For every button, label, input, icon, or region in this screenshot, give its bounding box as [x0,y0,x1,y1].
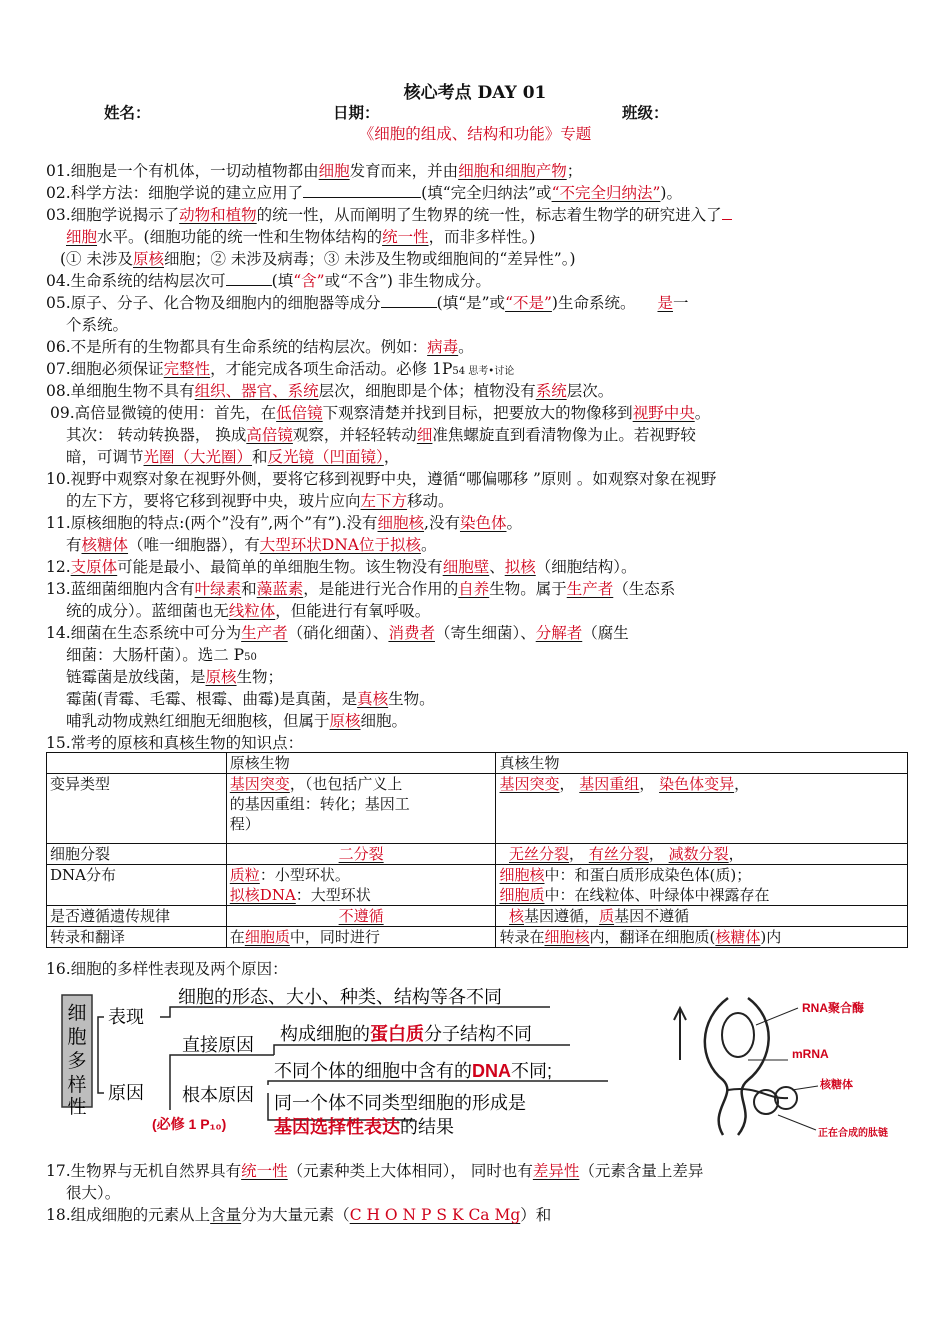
diagram-root-char: 细 [67,1003,87,1024]
question-list-tail: 17.生物界与无机自然界具有统一性（元素种类上大体相同）， 同时也有差异性（元素含量上差异 很大）。 18.组成细胞的元素从上含量分为大量元素（C H O N P S K Ca Mg）和 [46,1160,906,1226]
table-row: 细胞分裂 二分裂 无丝分裂， 有丝分裂， 减数分裂， [47,844,908,865]
transcription-translation-figure [668,990,908,1140]
question-03: 03.细胞学说揭示了动物和植物的统一性，从而阐明了生物界的统一性，标志着生物学的研究进入了 [46,204,906,226]
table-header-row [47,753,908,774]
question-06: 06.不是所有的生物都具有生命系统的结构层次。例如：病毒。 [46,338,474,356]
svg-text:构成细胞的蛋白质分子结构不同: 构成细胞的蛋白质分子结构不同 [280,1024,532,1044]
table-row: 转录和翻译 在细胞质中，同时进行 转录在细胞核内，翻译在细胞质(核糖体)内 [47,927,908,948]
svg-text:样: 样 [67,1075,87,1096]
svg-text:正在合成的肽链: 正在合成的肽链 [818,1128,888,1139]
svg-text:基因选择性表达的结果: 基因选择性表达的结果 [274,1117,454,1135]
diagram-root-cause: 根本原因 [182,1085,254,1105]
question-02: 02.科学方法：细胞学说的建立应用了 (填“完全归纳法”或“不完全归纳法”)。 [46,184,682,202]
question-04: 04.生命系统的结构层次可 (填“含”或“不含”) 非生物成分。 [46,272,491,290]
name-label: 姓名： [104,103,151,122]
diagram-branch-1: 表现 [108,1007,144,1027]
date-label: 日期： [333,103,380,122]
question-05: 05.原子、分子、化合物及细胞内的细胞器等成分 (填“是”或“不是”)生命系统。 是一 [46,294,689,312]
question-16: 16.细胞的多样性表现及两个原因： [46,960,288,978]
svg-text:mRNA: mRNA [792,1047,829,1061]
question-18: 18.组成细胞的元素从上含量分为大量元素（C H O N P S K Ca Mg）和 [46,1206,552,1224]
class-label: 班级： [622,103,669,122]
question-list: 01.细胞是一个有机体，一切动植物都由细胞发育而来，并由细胞和细胞产物； 02.科学方法：细胞学说的建立应用了 (填“完全归纳法”或“不完全归纳法”)。 03.细胞学说揭示了动物和植物的统一性，从而阐明了生物界的统一性，标志着生物学的研究进入了 细胞水平。(细胞功能的统一性和生物体结构的统一性，而非多样性。) (① 未涉及原核细胞；② 未涉及病毒；③ 未涉及生物或细胞间的“差异性”。) 04.生命系统的结构层次可 (填“含”或“不含”) 非生物成分。 05.原子、分子、化合物及细胞内的细胞器等成分 (填“是”或“不是”)生命系统。 是一 个系统。 06.不是所有的生物都具有生命系统的结构层次。例如：病毒。 07.细胞必须保证完整性，才能完成各项生命活动。必修 1P54 思考•讨论 08.单细胞生物不具有组织、器官、系统层次，细胞即是个体；植物没有系统层次。 09.高倍显微镜的使用：首先，在低倍镜下观察清楚并找到目标，把要放大的物像移到视野中央。 其次： 转动转换器， 换成高倍镜观察，并轻轻转动细准焦螺旋直到看清物像为止。若视野较 暗，可调节光圈（大光圈）和反光镜（凹面镜）， 10.视野中观察对象在视野外侧，要将它移到视野中央，遵循“哪偏哪移 ”原则 。如观察对象在视野 的左下方，要将它移到视野中央，玻片应向左下方移动。 11.原核细胞的特点:(两个”没有”,两个”有”).没有细胞核,没有染色体。 有核糖体（唯一细胞器），有大型环状DNA位于拟核。 12.支原体可能是最小、最简单的单细胞生物。该生物没有细胞壁、拟核（细胞结构）。 13.蓝细菌细胞内含有叶绿素和藻蓝素，是能进行光合作用的自养生物。属于生产者（生态系 统的成分）。蓝细菌也无线粒体，但能进行有氧呼吸。 14.细菌在生态系统中可分为生产者（硝化细菌）、消费者（寄生细菌）、分解者（腐生 细菌：大肠杆菌）。选二 P50 链霉菌是放线菌，是原核生物； 霉菌(青霉、毛霉、根霉、曲霉)是真菌，是真核生物。 哺乳动物成熟红细胞无细胞核，但属于原核细胞。 15.常考的原核和真核生物的知识点： [46,160,906,754]
diagram-direct-cause: 直接原因 [182,1035,254,1055]
svg-text:RNA聚合酶: RNA聚合酶 [802,1001,864,1015]
arrow-icon [674,1008,686,1060]
comparison-table [46,752,908,948]
question-01: 01.细胞是一个有机体，一切动植物都由细胞发育而来，并由细胞和细胞产物； [46,162,583,180]
page-subtitle: 《细胞的组成、结构和功能》专题 [358,125,592,143]
column-header: 真核生物 [496,753,908,774]
question-15: 15.常考的原核和真核生物的知识点： [46,734,304,752]
diagram-branch-2: 原因 [108,1083,144,1103]
question-10: 10.视野中观察对象在视野外侧，要将它移到视野中央，遵循“哪偏哪移 ”原则 。如观察对象在视野 [46,470,717,488]
table-row: 是否遵循遗传规律 不遵循 核基因遵循，质基因不遵循 [47,906,908,927]
question-09: 09.高倍显微镜的使用：首先，在低倍镜下观察清楚并找到目标，把要放大的物像移到视野中央。 [50,404,711,422]
diagram-reference: (必修 1 P₁₀) [152,1116,227,1132]
svg-text:多: 多 [67,1051,87,1072]
svg-text:核糖体: 核糖体 [820,1079,853,1091]
table-row: 变异类型 基因突变，（也包括广义上 的基因重组：转化；基因工 程） 基因突变， 基因重组， 染色体变异， [47,774,908,844]
page-title: 核心考点 DAY 01 [403,83,547,103]
svg-text:同一个体不同类型细胞的形成是: 同一个体不同类型细胞的形成是 [274,1093,526,1113]
svg-text:性: 性 [67,1097,87,1118]
svg-text:不同个体的细胞中含有的DNA不同;: 不同个体的细胞中含有的DNA不同; [274,1061,553,1081]
question-07: 07.细胞必须保证完整性，才能完成各项生命活动。必修 1P54 思考•讨论 [46,360,515,378]
question-11: 11.原核细胞的特点:(两个”没有”,两个”有”).没有细胞核,没有染色体。 [46,514,523,532]
cell-diversity-diagram [60,985,620,1135]
column-header: 原核生物 [226,753,496,774]
svg-text:胞: 胞 [67,1027,87,1048]
question-13: 13.蓝细菌细胞内含有叶绿素和藻蓝素，是能进行光合作用的自养生物。属于生产者（生态系 [46,580,676,598]
question-08: 08.单细胞生物不具有组织、器官、系统层次，细胞即是个体；植物没有系统层次。 [46,382,614,400]
diagram-branch-1-text: 细胞的形态、大小、种类、结构等各不同 [178,987,502,1007]
question-12: 12.支原体可能是最小、最简单的单细胞生物。该生物没有细胞壁、拟核（细胞结构）。 [46,558,637,576]
question-17: 17.生物界与无机自然界具有统一性（元素种类上大体相同）， 同时也有差异性（元素含量上差异 [46,1162,704,1180]
question-14: 14.细菌在生态系统中可分为生产者（硝化细菌）、消费者（寄生细菌）、分解者（腐生 [46,624,629,642]
table-row: DNA分布 质粒：小型环状。 拟核DNA：大型环状 细胞核中：和蛋白质形成染色体(质)； 细胞质中：在线粒体、叶绿体中裸露存在 [47,865,908,906]
rna-polymerase [722,1013,754,1057]
dna-strand [705,998,728,1135]
